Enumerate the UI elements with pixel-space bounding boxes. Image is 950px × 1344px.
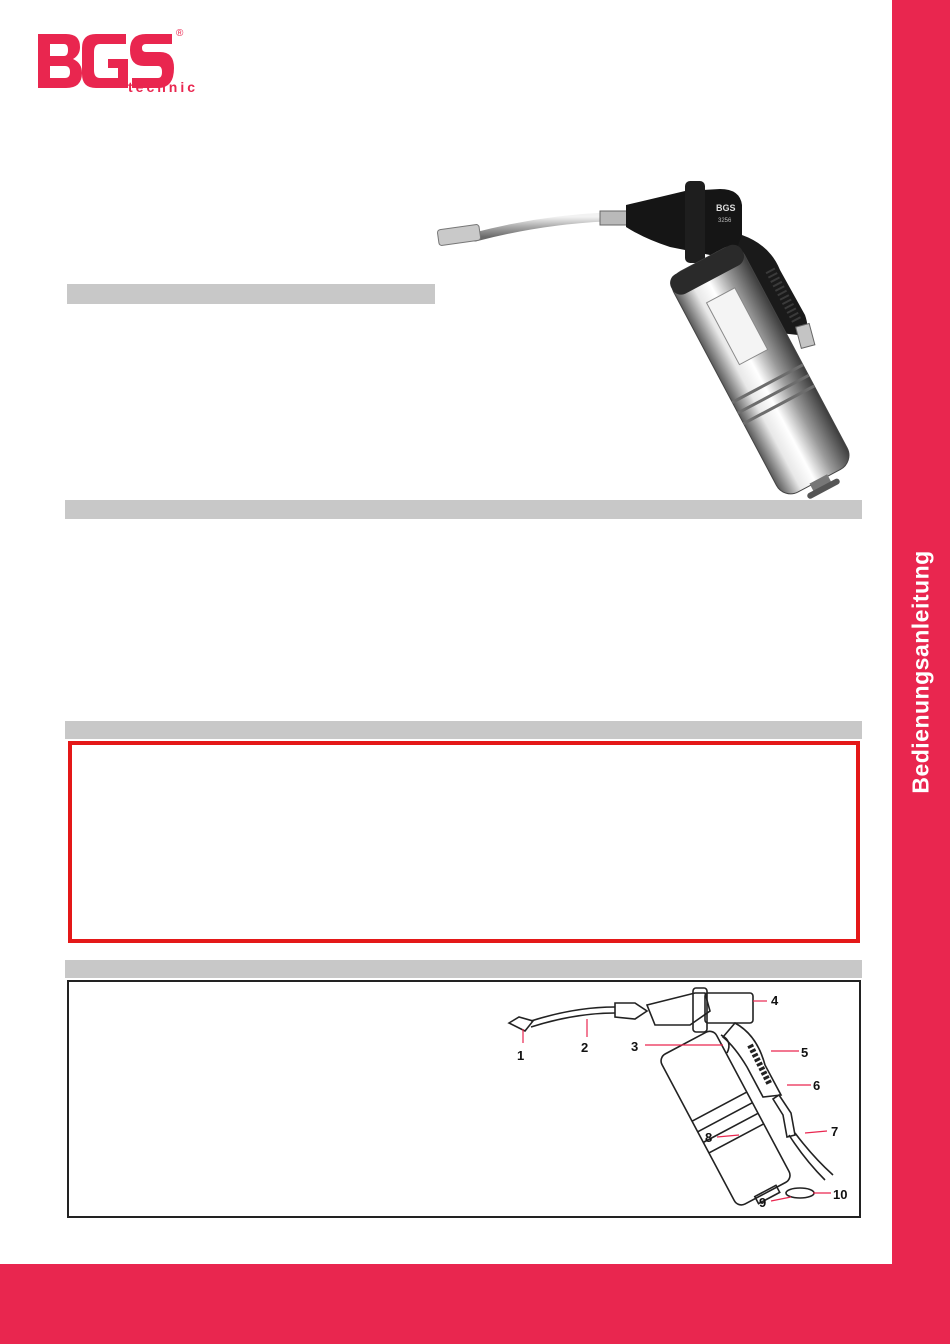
warning-box [68,741,860,943]
side-band [892,0,950,1344]
section-bar-2 [65,500,862,519]
diagram-label-5: 5 [801,1045,809,1060]
section-bar-4 [65,960,862,978]
diagram-label-7: 7 [831,1124,839,1139]
diagram-label-9: 9 [759,1195,767,1210]
registered-mark: ® [176,28,184,39]
diagram-label-8: 8 [705,1130,713,1145]
brand-logo [36,28,199,98]
diagram-label-3: 3 [631,1039,639,1054]
footer-band [0,1264,892,1344]
diagram-label-10: 10 [833,1187,848,1202]
section-bar-1 [67,284,435,304]
diagram-label-6: 6 [813,1078,821,1093]
stamp-number: 3256 [718,218,732,224]
grease-gun-photo [430,175,870,505]
side-band-label: Bedienungsanleitung [907,550,934,794]
stamp-brand: BGS [716,203,736,213]
parts-diagram [495,985,855,1215]
diagram-label-2: 2 [581,1040,589,1055]
section-bar-3 [65,721,862,739]
logo-subtitle: technic [128,79,199,95]
diagram-label-1: 1 [517,1048,525,1063]
diagram-label-4: 4 [771,993,779,1008]
